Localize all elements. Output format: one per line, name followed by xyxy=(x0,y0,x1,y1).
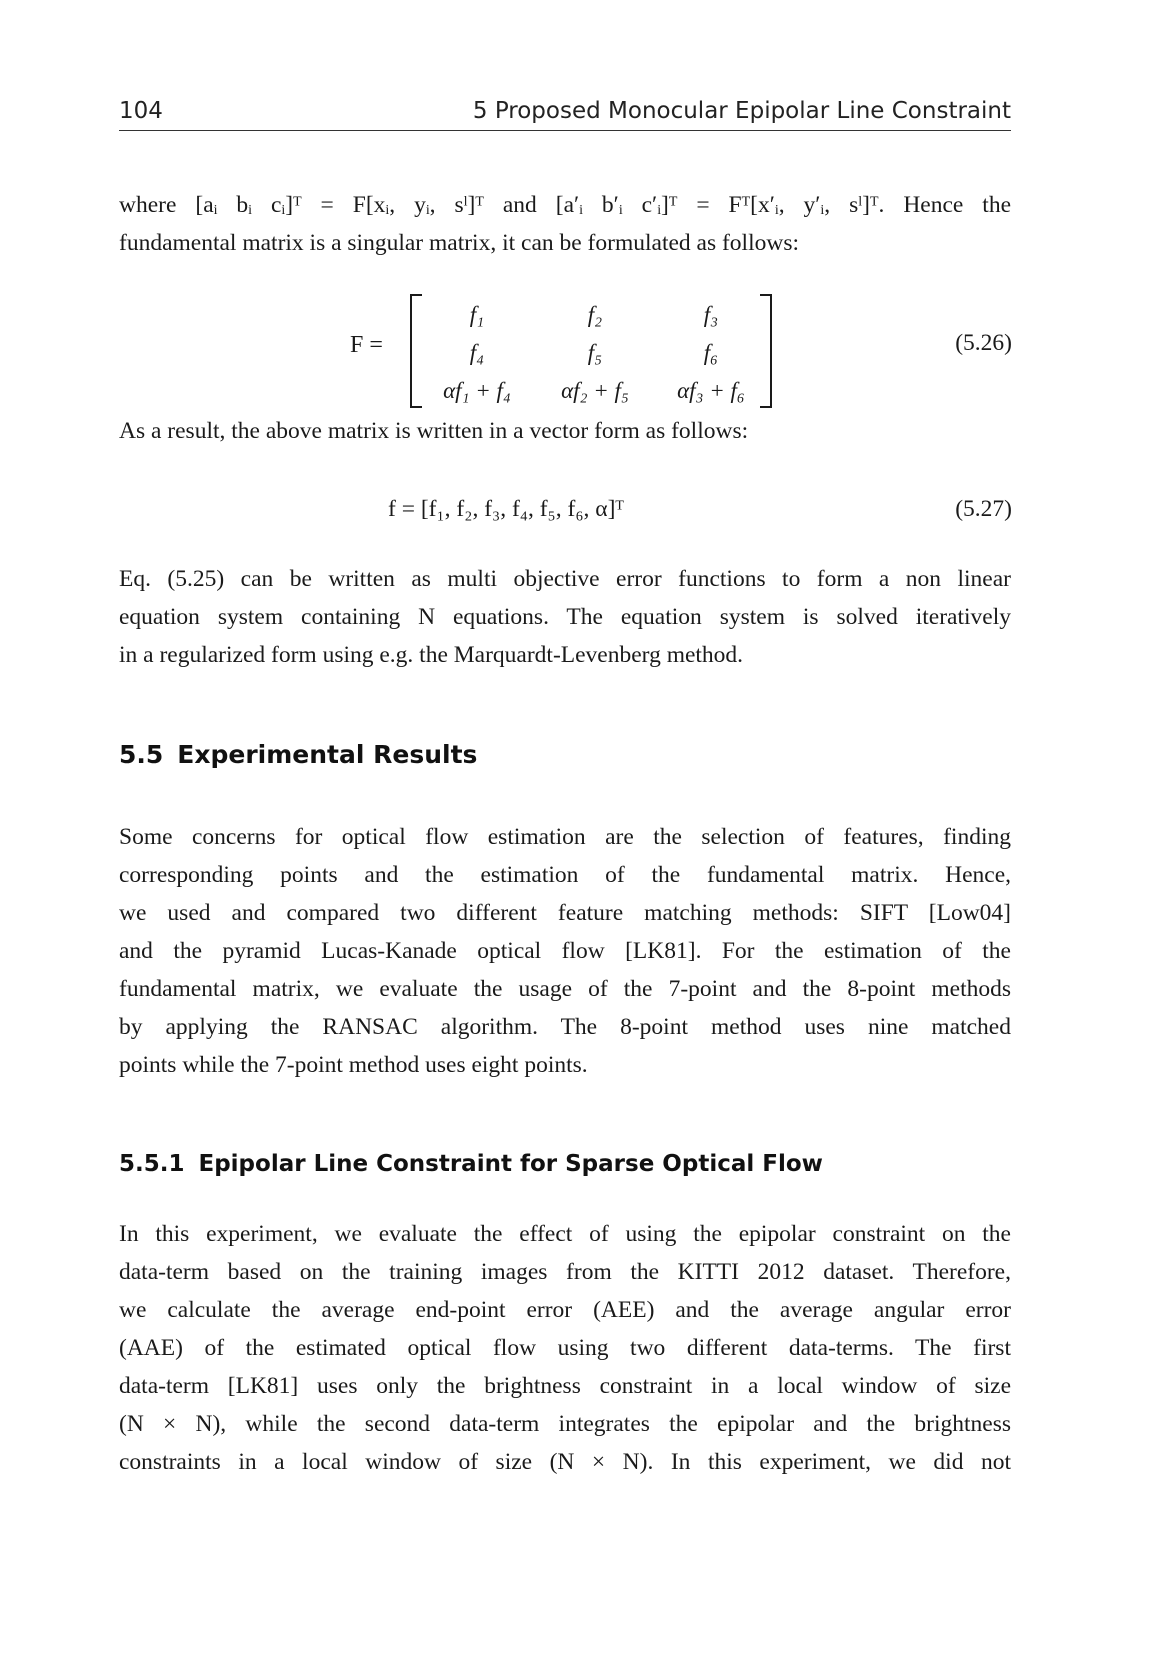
paragraph-line: Some concerns for optical flow estimation are the selection of features, finding xyxy=(119,824,1011,850)
paragraph-line: constraints in a local window of size (N × N). In this experiment, we did not xyxy=(119,1449,1011,1475)
paragraph-line: in a regularized form using e.g. the Marquardt-Levenberg method. xyxy=(119,642,744,668)
paragraph-line: In this experiment, we evaluate the effect of using the epipolar constraint on the xyxy=(119,1221,1011,1247)
matrix-cell: f₆ xyxy=(703,340,719,365)
subsection-paragraph xyxy=(119,1215,1011,1481)
solver-paragraph xyxy=(119,560,1011,674)
subsection-number: 5.5.1 xyxy=(119,1151,185,1177)
vector-intro-line: As a result, the above matrix is written in a vector form as follows: xyxy=(119,418,749,444)
subsection-title: Epipolar Line Constraint for Sparse Optical Flow xyxy=(198,1151,823,1177)
vector-expression: f = [f₁, f₂, f₃, f₄, f₅, f₆, α]ᵀ xyxy=(388,496,624,522)
intro-paragraph xyxy=(119,186,1011,262)
matrix-cell: αf₁ + f₄ xyxy=(443,378,511,403)
section-paragraph xyxy=(119,818,1011,1084)
equation-number-5-26: (5.26) xyxy=(955,330,1012,356)
paragraph-line: we used and compared two different feature matching methods: SIFT [Low04] xyxy=(119,900,1011,926)
equation-5-26 xyxy=(340,290,1012,410)
paragraph-line: fundamental matrix, we evaluate the usage of the 7-point and the 8-point methods xyxy=(119,976,1011,1002)
matrix-cell: f₄ xyxy=(469,340,485,365)
matrix-cell: f₁ xyxy=(469,302,485,327)
paragraph-line: by applying the RANSAC algorithm. The 8-point method uses nine matched xyxy=(119,1014,1011,1040)
paragraph-line: data-term based on the training images from the KITTI 2012 dataset. Therefore, xyxy=(119,1259,1011,1285)
section-number: 5.5 xyxy=(119,740,164,769)
matrix-cell: f₃ xyxy=(703,302,719,327)
matrix-cell: f₂ xyxy=(587,302,603,327)
matrix-cell: αf₂ + f₅ xyxy=(561,378,629,403)
paragraph-line: (N × N), while the second data-term integrates the epipolar and the brightness xyxy=(119,1411,1011,1437)
subsection-heading xyxy=(119,1151,823,1177)
paragraph-line: points while the 7-point method uses eight points. xyxy=(119,1052,588,1078)
section-heading xyxy=(119,740,477,769)
intro-line-1: where [aᵢ bᵢ cᵢ]ᵀ = F[xᵢ, yᵢ, sˡ]ᵀ and [a′ᵢ b′ᵢ c′ᵢ]ᵀ = Fᵀ[x′ᵢ, y′ᵢ, sˡ]ᵀ. Hence the xyxy=(119,192,1011,218)
running-title: 5 Proposed Monocular Epipolar Line Constraint xyxy=(472,98,1011,124)
intro-line-2: fundamental matrix is a singular matrix, it can be formulated as follows: xyxy=(119,230,800,256)
matrix-cell: f₅ xyxy=(587,340,603,365)
running-header xyxy=(119,98,1011,131)
page-number: 104 xyxy=(119,98,163,124)
paragraph-line: and the pyramid Lucas-Kanade optical flow [LK81]. For the estimation of the xyxy=(119,938,1011,964)
paragraph-line: corresponding points and the estimation of the fundamental matrix. Hence, xyxy=(119,862,1011,888)
vector-intro-paragraph xyxy=(119,412,1011,450)
section-title: Experimental Results xyxy=(177,740,478,769)
equation-number-5-27: (5.27) xyxy=(955,496,1012,522)
equation-5-27 xyxy=(340,496,1012,536)
matrix-lhs: F = xyxy=(350,332,383,358)
paragraph-line: we calculate the average end-point error (AEE) and the average angular error xyxy=(119,1297,1011,1323)
paragraph-line: data-term [LK81] uses only the brightness constraint in a local window of size xyxy=(119,1373,1011,1399)
paragraph-line: equation system containing N equations. The equation system is solved iteratively xyxy=(119,604,1011,630)
paragraph-line: Eq. (5.25) can be written as multi objective error functions to form a non linear xyxy=(119,566,1011,592)
matrix-cell: αf₃ + f₆ xyxy=(677,378,745,403)
paragraph-line: (AAE) of the estimated optical flow using two different data-terms. The first xyxy=(119,1335,1011,1361)
matrix-right-bracket xyxy=(760,294,772,408)
matrix-cells xyxy=(418,296,768,410)
